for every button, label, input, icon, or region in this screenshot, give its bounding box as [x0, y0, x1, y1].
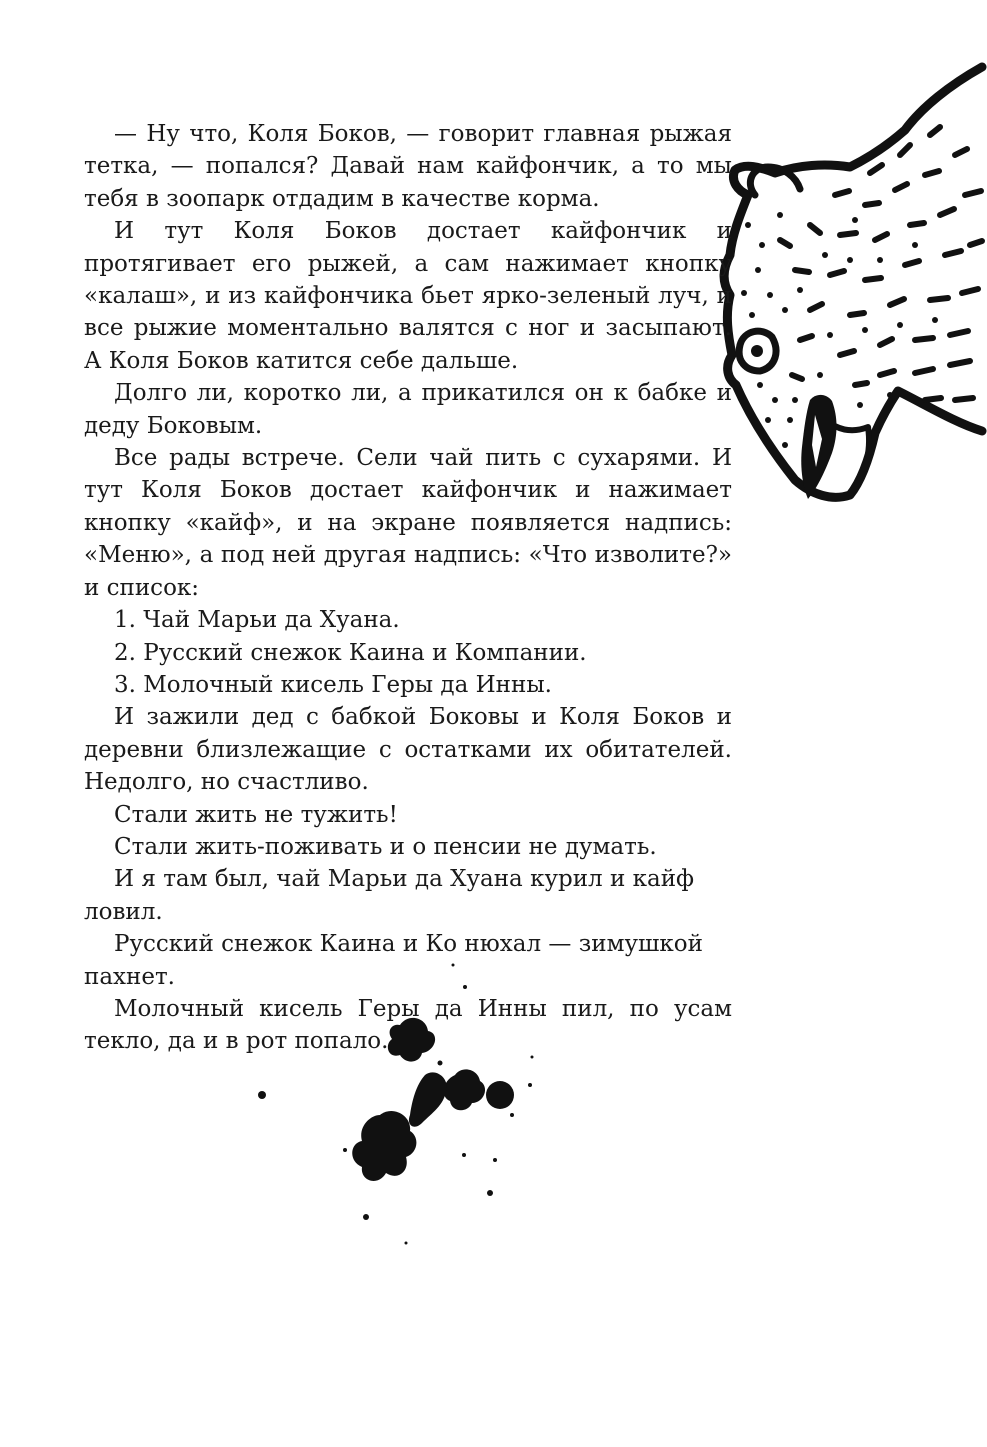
paragraph: — Ну что, Коля Боков, — говорит главная рыжая тетка, — попался? Давай нам кайфончик, а то мы тебя в зоопарк отдадим в качестве корма. [84, 121, 732, 212]
list-item: 1. Чай Марьи да Хуана. [114, 607, 400, 634]
paragraph: Все рады встрече. Сели чай пить с сухарями. И тут Коля Боков достает кайфончик и нажимает кнопку «кайф», и на экране появляется надпись: «Меню», а под ней другая надпись: «Что изволите?» и список: [84, 445, 732, 601]
paragraph: И я там был, чай Марьи да Хуана курил и кайф ловил. [84, 866, 695, 925]
paragraph: Стали жить не тужить! [114, 801, 398, 828]
paragraph: И тут Коля Боков достает кайфончик и протягивает его рыжей, а сам нажимает кнопку «калаш», и из кайфончика бьет ярко-зеленый луч, и все рыжие моментально валятся с ног и засыпают. А Коля Боков катится себе дальше. [84, 218, 732, 374]
paragraph: Стали жить-поживать и о пенсии не думать. [114, 833, 657, 860]
bear-head-icon [700, 55, 987, 535]
paragraph: И зажили дед с бабкой Боковы и Коля Боков и деревни близлежащие с остатками их обитателей. Недолго, но счастливо. [84, 704, 732, 796]
list-item: 3. Молочный кисель Геры да Инны. [114, 671, 552, 698]
paragraph: Долго ли, коротко ли, а прикатился он к бабке и деду Боковым. [84, 380, 732, 439]
paragraph: Русский снежок Каина и Ко нюхал — зимушкой пахнет. [84, 931, 703, 990]
paragraph: Молочный кисель Геры да Инны пил, по усам текло, да и в рот попало. [84, 995, 732, 1055]
story-text [84, 118, 732, 1058]
list-item: 2. Русский снежок Каина и Компании. [114, 639, 587, 666]
